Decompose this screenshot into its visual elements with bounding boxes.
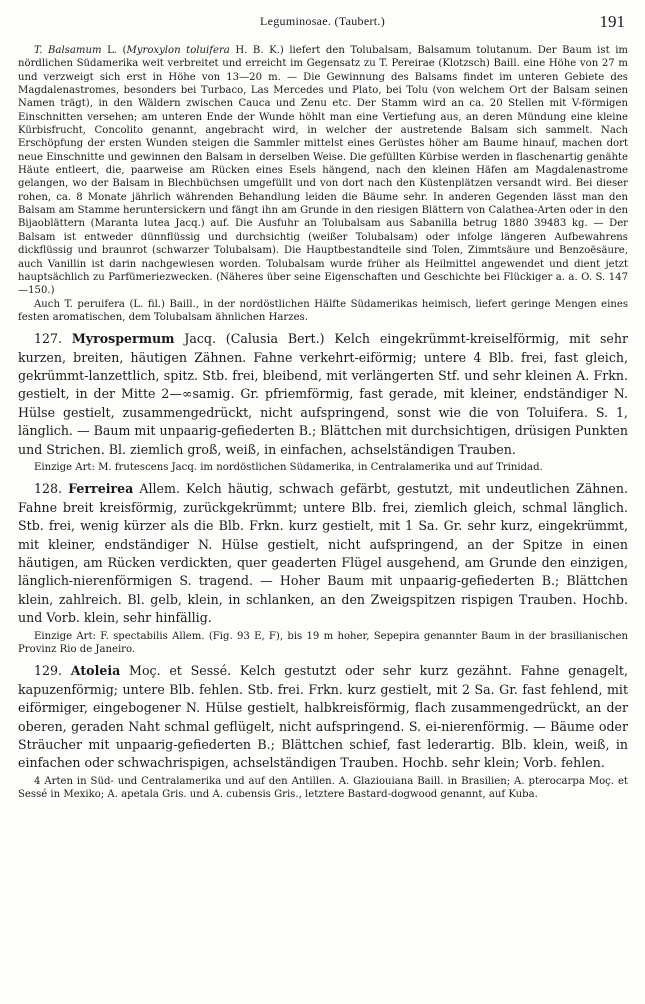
balsamum-paragraph	[18, 44, 628, 298]
page-body	[18, 44, 628, 801]
genus-127-description	[18, 330, 628, 459]
genus-number: 129.	[34, 663, 71, 679]
genus-text: Allem. Kelch häutig, schwach gefärbt, gestutzt, mit undeutlichen Zähnen. Fahne breit kreisförmig, zurückgekrümmt; untere Blb. frei, ziemlich gleich, schmal länglich. Stb. frei, wenig kürzer als die Blb. Frkn. kurz gestielt, mit 1 Sa. Gr. sehr kurz, eingekrümmt, mit kleiner, endständiger N. Hülse gestielt, nicht aufspringend, an der Spitze in einen häutigen, am Rücken verdickten, quer geaderten Flügel ausgehend, am Grunde den einzigen, länglich-nierenförmigen S. tragend. — Hoher Baum mit unpaarig-gefiederten B.; Blättchen klein, zahlreich. Bl. gelb, klein, in schlanken, an den Zweigspitzen rispigen Trauben. Hochb. und Vorb. klein, sehr hinfällig.	[18, 481, 629, 626]
genus-text: Moç. et Sessé. Kelch gestutzt oder sehr kurz gezähnt. Fahne genagelt, kapuzenförmig; untere Blb. fehlen. Stb. frei. Frkn. kurz gestielt, mit 2 Sa. Gr. fast fehlend, mit eiförmiger, eingebogener N. Hülse gestielt, halbkreisförmig, flach zusammengedrückt, an der oberen, geraden Naht schmal geflügelt, nicht aufspringend. S. ei-nierenförmig. — Bäume oder Sträucher mit unpaarig-gefiederten B.; Blättchen schief, fast lederartig. Blb. klein, weiß, in einfachen oder schwachrispigen, achselständigen Trauben. Hochb. sehr klein; Vorb. fehlen.	[18, 663, 628, 771]
page-header	[0, 14, 645, 38]
author-text: L. (	[101, 45, 127, 56]
genus-129-note: 4 Arten in Süd- und Centralamerika und auf den Antillen. A. Glaziouiana Baill. in Brasilien; A. pterocarpa Moç. et Sessé in Mexiko; A. apetala Gris. und A. cubensis Gris., letztere Bastard-dogwood genannt, auf Kuba.	[18, 775, 628, 801]
paragraph-text: H. B. K.) liefert den Tolubalsam, Balsamum tolutanum. Der Baum ist im nördlichen Südamerika weit verbreitet und erreicht im Gegensatz zu T. Pereirae (Klotzsch) Baill. eine Höhe von 27 m und verzweigt sich erst in Höhe von 13—20 m. — Die Gewinnung des Balsams findet im unteren Gebiete des Magdalenastromes, besonders bei Turbaco, Las Mercedes und Plato, bei Tolu (von welchem Ort der Balsam seinen Namen trägt), in den Wäldern zwischen Cauca und Zenu etc. Der Stamm wird an ca. 20 Stellen mit V-förmigen Einschnitten versehen; am unteren Ende der Wunde höhlt man eine Vertiefung aus, an deren Mündung eine kleine Kürbisfrucht, Concolito genannt, angebracht wird, in welcher der austretende Balsam sich sammelt. Nach Erschöpfung der ersten Wunden steigen die Sammler mittelst eines Gerüstes höher am Baume hinauf, machen dort neue Einschnitte und gewinnen den Balsam in derselben Weise. Die gefüllten Kürbise werden in flaschenartig genähte Häute entleert, die, paarweise am Rücken eines Esels hängend, nach den kleinen Häfen am Magdalenastrome gelangen, wo der Balsam in Blechbüchsen umgefüllt und von dort nach den Küstenplätzen versandt wird. Bei dieser rohen, ca. 8 Monate jährlich währenden Behandlung leiden die Bäume sehr. In anderen Gegenden lässt man den Balsam am Stamme heruntersickern und fängt ihn am Grunde in den riesigen Blättern von Calathea-Arten oder in den Bijaoblättern (Maranta lutea Jacq.) auf. Die Ausfuhr an Tolubalsam aus Sabanilla betrug 1880 39483 kg. — Der Balsam ist entweder dünnflüssig und durchsichtig (weißer Tolubalsam) oder infolge längeren Aufbewahrens dickflüssig und braunrot (schwarzer Tolubalsam). Die Hauptbestandteile sind Tolen, Zimmtsäure und Benzoësäure, auch Vanillin ist darin nachgewiesen worden. Tolubalsam wurde früher als Heilmittel angewendet und dient jetzt hauptsächlich zu Parfümeriezwecken. (Näheres über seine Eigenschaften und Geschichte bei Flückiger a. a. O. S. 147—150.)	[18, 45, 628, 297]
paragraph-text: (L. fil.) Baill., in der nordöstlichen Hälfte Südamerikas heimisch, liefert geringe Mengen eines festen aromatischen, dem Tolubalsam ähnlichen Harzes.	[18, 298, 629, 323]
genus-129-description	[18, 662, 628, 772]
running-head: Leguminosae. (Taubert.)	[259, 14, 385, 28]
genus-text: Jacq. (Calusia Bert.) Kelch eingekrümmt-kreiselförmig, mit sehr kurzen, breiten, häutigen Zähnen. Fahne verkehrt-eiförmig; untere 4 Blb. frei, fast gleich, gekrümmt-lanzettlich, spitz. Stb. frei, bleibend, mit verlängerten Stf. und sehr kleinen A. Frkn. gestielt, in der Mitte 2—∞samig. Gr. pfriemförmig, fast gerade, mit kleiner, endständiger N. Hülse gestielt, zusammengedrückt, nicht aufspringend, sonst wie die von Toluifera. S. 1, länglich. — Baum mit unpaarig-gefiederten B.; Blättchen mit durchsichtigen, drüsigen Punkten und Strichen. Bl. ziemlich groß, weiß, in einfachen, achselständigen Trauben.	[18, 331, 628, 457]
genus-127-note: Einzige Art: M. frutescens Jacq. im nordöstlichen Südamerika, in Centralamerika und auf Trinidad.	[34, 462, 543, 474]
page-number: 191	[599, 12, 625, 31]
genus-number: 128.	[34, 481, 69, 497]
genus-128-description	[18, 480, 628, 627]
synonym-name: Myroxylon toluifera	[126, 45, 230, 56]
genus-name: Myrospermum	[71, 331, 175, 347]
genus-name: Atoleia	[70, 663, 121, 679]
species-name: T. Balsamum	[34, 45, 102, 56]
genus-name: Ferreirea	[68, 481, 134, 497]
species-name: Auch T. peruifera	[34, 298, 125, 310]
genus-128-note: Einzige Art: F. spectabilis Allem. (Fig. 93 E, F), bis 19 m hoher, Sepepira genannter Baum in der brasilianischen Provinz Rio de Janeiro.	[18, 630, 628, 655]
genus-number: 127.	[34, 331, 72, 347]
peruifera-paragraph	[18, 298, 628, 325]
